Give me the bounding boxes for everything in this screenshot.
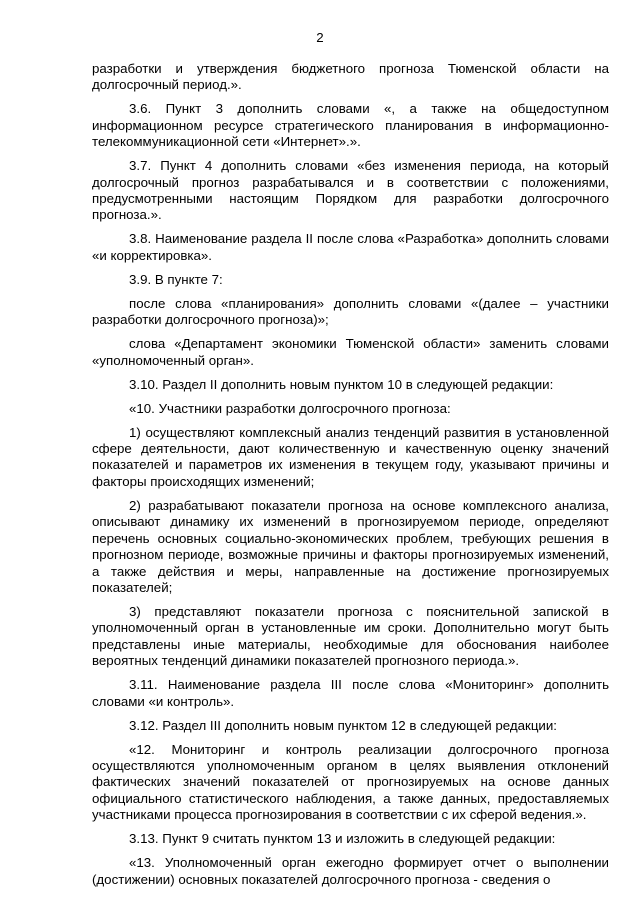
page-number: 2: [316, 30, 324, 45]
paragraph-3-6: 3.6. Пункт 3 дополнить словами «, а также на общедоступном информационном ресурсе стратегического планирования в информационно-телекоммуникационной сети «Интернет».».: [92, 101, 609, 150]
paragraph-12-text: «12. Мониторинг и контроль реализации долгосрочного прогноза осуществляются уполномоченным органом в целях выявления отклонений фактических значений показателей от прогнозируемых на основе данных официального статистического наблюдения, а также данных, предоставляемых участниками процесса прогнозирования в соответствии с их сферой ведения.».: [92, 741, 609, 823]
paragraph-3-13: 3.13. Пункт 9 считать пунктом 13 и изложить в следующей редакции:: [129, 831, 556, 847]
paragraph-3-12: 3.12. Раздел III дополнить новым пунктом 12 в следующей редакции:: [129, 717, 557, 733]
paragraph-continuation: разработки и утверждения бюджетного прогноза Тюменской области на долгосрочный период.».: [92, 61, 609, 93]
paragraph-10-heading: «10. Участники разработки долгосрочного прогноза:: [129, 400, 451, 416]
paragraph-3-9: 3.9. В пункте 7:: [129, 271, 223, 287]
paragraph-3-9-a: после слова «планирования» дополнить словами «(далее – участники разработки долгосрочного прогноза)»;: [92, 295, 609, 328]
paragraph-3-7: 3.7. Пункт 4 дополнить словами «без изменения периода, на который долгосрочный прогноз разрабатывался и в соответствии с положениями, предусмотренными настоящим Порядком для разработки долгосрочного прогноза.».: [92, 158, 609, 223]
paragraph-13-text: «13. Уполномоченный орган ежегодно формирует отчет о выполнении (достижении) основных показателей долгосрочного прогноза - сведения о: [92, 855, 609, 887]
paragraph-10-item-2: 2) разрабатывают показатели прогноза на основе комплексного анализа, описывают динамику их изменений в прогнозируемом периоде, определяют перечень основных социально-экономических проблем, требующих решения в прогнозном периоде, возможные причины и факторы прогнозируемых изменений, а также действия и меры, направленные на достижение прогнозируемых показателей;: [92, 497, 609, 595]
paragraph-3-10: 3.10. Раздел II дополнить новым пунктом 10 в следующей редакции:: [129, 376, 554, 392]
paragraph-10-item-3: 3) представляют показатели прогноза с пояснительной запиской в уполномоченный орган в установленные им сроки. Дополнительно могут быть представлены иные материалы, необходимые для обоснования наиболее вероятных тенденций динамики показателей прогнозного периода.».: [92, 603, 609, 669]
document-body: [92, 61, 609, 888]
paragraph-3-8: 3.8. Наименование раздела II после слова «Разработка» дополнить словами «и корректировка».: [92, 231, 609, 263]
paragraph-3-11: 3.11. Наименование раздела III после слова «Мониторинг» дополнить словами «и контроль».: [92, 677, 609, 709]
paragraph-10-item-1: 1) осуществляют комплексный анализ тенденций развития в установленной сфере деятельности, дают количественную и качественную оценку значений показателей и параметров их изменения в текущем году, указывают причины и факторы происходящих изменений;: [92, 424, 609, 489]
paragraph-3-9-b: слова «Департамент экономики Тюменской области» заменить словами «уполномоченный орган».: [92, 336, 609, 368]
